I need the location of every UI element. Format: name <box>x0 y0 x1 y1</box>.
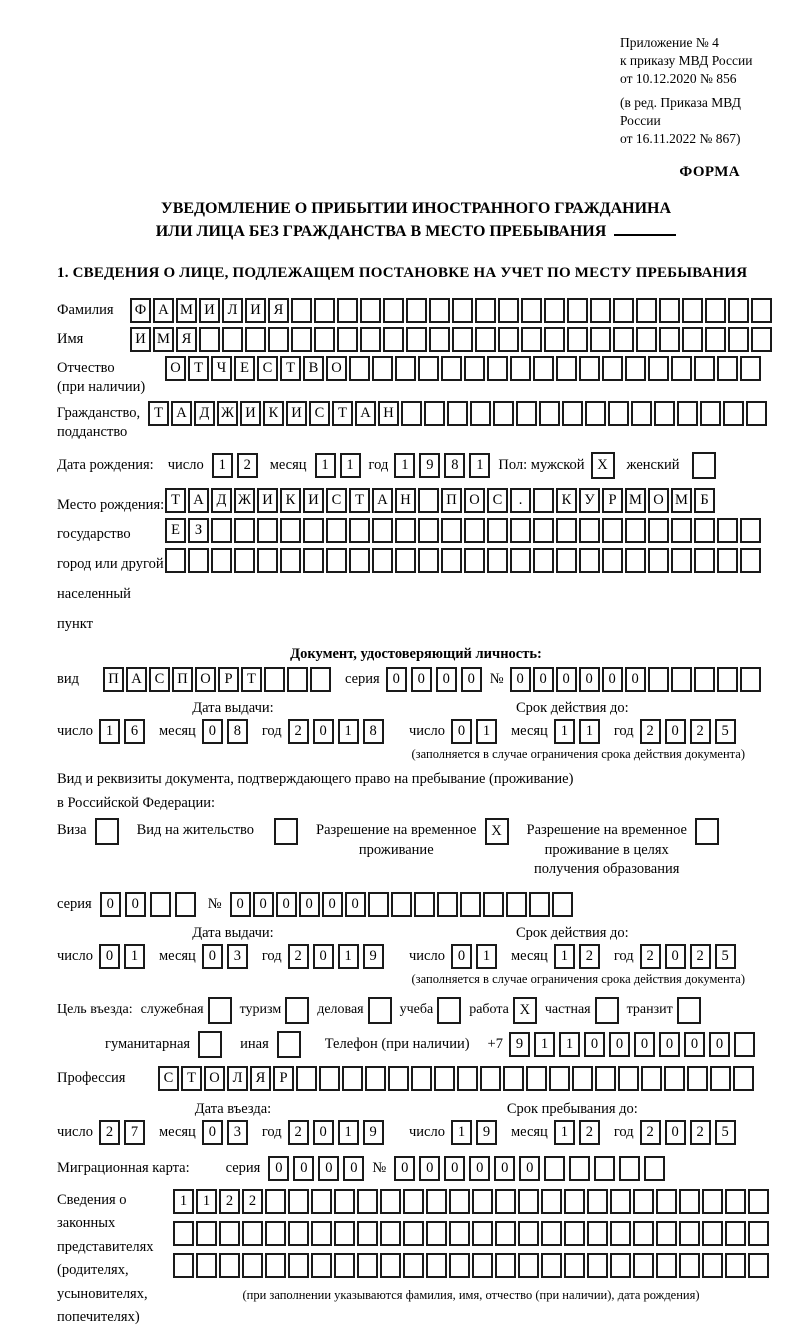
surname-input-cells[interactable]: Ф А М И Л И Я <box>130 298 772 323</box>
purpose-row2 <box>57 1031 775 1058</box>
permit-valid-month-cells[interactable]: 1 2 <box>554 944 600 969</box>
stay-month-cells[interactable]: 1 2 <box>554 1120 600 1145</box>
permit-series-cells[interactable]: 0 0 <box>100 892 196 917</box>
migration-number-cells[interactable]: 0 0 0 0 0 0 <box>394 1156 665 1181</box>
doc-valid-month-cells[interactable]: 1 1 <box>554 719 600 744</box>
birth-year-cells[interactable]: 1 9 8 1 <box>394 453 490 478</box>
permit-number-cells[interactable]: 0 0 0 0 0 0 <box>230 892 573 917</box>
permit-issue-day-cells[interactable]: 0 1 <box>99 944 145 969</box>
profession-label: Профессия <box>57 1069 126 1086</box>
phone-cells[interactable]: 9 1 1 0 0 0 0 0 0 <box>509 1032 755 1057</box>
purpose-transit-checkbox[interactable] <box>677 997 701 1024</box>
sex-male-checkbox[interactable]: X <box>591 452 615 479</box>
citizenship-input-cells[interactable]: Т А Д Ж И К И С Т А Н <box>148 401 767 426</box>
given-name-input-cells[interactable]: И М Я <box>130 327 772 352</box>
valid-date-heading: Срок действия до: <box>515 700 629 717</box>
birth-place-row3-cells[interactable] <box>165 548 761 573</box>
stay-year-cells[interactable]: 2 0 2 5 <box>640 1120 736 1145</box>
permit-valid-heading: Срок действия до: <box>515 924 629 941</box>
temp-permit-checkbox[interactable]: X <box>485 818 509 845</box>
birth-date-row <box>57 452 775 479</box>
purpose-business-checkbox[interactable] <box>368 997 392 1024</box>
form-label: ФОРМА <box>679 163 740 180</box>
doc-series-cells[interactable]: 0 0 0 0 <box>386 667 482 692</box>
phone-label: Телефон (при наличии) <box>324 1035 470 1052</box>
purpose-private-checkbox[interactable] <box>595 997 619 1024</box>
representatives-note: (при заполнении указываются фамилия, имя, отчество (при наличии), дата рождения) <box>242 1287 700 1302</box>
identity-doc-row <box>57 667 775 692</box>
permit-series-row <box>57 892 775 917</box>
title-line-1: УВЕДОМЛЕНИЕ О ПРИБЫТИИ ИНОСТРАННОГО ГРАЖДАНИНА <box>160 199 672 217</box>
birth-day-cells[interactable]: 1 2 <box>212 453 258 478</box>
migration-series-cells[interactable]: 0 0 0 0 <box>268 1156 364 1181</box>
doc-issue-month-cells[interactable]: 0 8 <box>202 719 248 744</box>
sex-female-label: женский <box>626 456 680 473</box>
title-line-2: ИЛИ ЛИЦА БЕЗ ГРАЖДАНСТВА В МЕСТО ПРЕБЫВАНИЯ <box>57 220 775 243</box>
birth-place-row1-cells[interactable]: Т А Д Ж И К И С Т А Н П О С . К У Р М О М Б <box>165 488 761 513</box>
birth-place-label: Место рождения: государство город или другой населенный пункт <box>57 496 165 632</box>
entry-day-cells[interactable]: 2 7 <box>99 1120 145 1145</box>
stay-day-cells[interactable]: 1 9 <box>451 1120 497 1145</box>
residence-permit-checkbox[interactable] <box>274 818 298 845</box>
residence-doc-line1: Вид и реквизиты документа, подтверждающего право на пребывание (проживание) <box>57 771 574 788</box>
birth-date-label: Дата рождения: <box>57 456 154 473</box>
purpose-official-checkbox[interactable] <box>208 997 232 1024</box>
sex-female-checkbox[interactable] <box>692 452 716 479</box>
temp-permit-label: Разрешение на временное проживание <box>316 822 477 858</box>
permit-valid-day-cells[interactable]: 0 1 <box>451 944 497 969</box>
doc-issue-year-cells[interactable]: 2 0 1 8 <box>288 719 384 744</box>
permit-issue-heading: Дата выдачи: <box>192 924 274 941</box>
patronymic-label: Отчество (при наличии) <box>57 356 165 397</box>
birth-place-row2-cells[interactable]: Е З <box>165 518 761 543</box>
purpose-business-label: деловая <box>317 1002 364 1018</box>
appendix-line: от 10.12.2020 № 856 <box>620 70 737 86</box>
migration-card-label: Миграционная карта: <box>57 1159 190 1176</box>
appendix-line: к приказу МВД России <box>620 52 753 68</box>
purpose-transit-label: транзит <box>626 1002 673 1018</box>
representatives-label: Сведения о законных представителях (родителях, усыновителях, попечителях) <box>57 1191 154 1326</box>
entry-year-cells[interactable]: 2 0 1 9 <box>288 1120 384 1145</box>
entry-date-heading: Дата въезда: <box>194 1100 272 1117</box>
representatives-row3-cells[interactable] <box>173 1253 769 1278</box>
patronymic-input-cells[interactable]: О Т Ч Е С Т В О <box>165 356 761 381</box>
purpose-humanitarian-checkbox[interactable] <box>198 1031 222 1058</box>
title-underline <box>614 220 676 236</box>
birth-year-label: год <box>368 456 389 473</box>
edition-line: от 16.11.2022 № 867) <box>620 131 741 147</box>
doc-number-label: № <box>489 671 504 688</box>
given-name-label: Имя <box>57 331 84 348</box>
doc-valid-year-cells[interactable]: 2 0 2 5 <box>640 719 736 744</box>
surname-label: Фамилия <box>57 302 114 319</box>
migration-series-label: серия <box>225 1159 261 1176</box>
permit-series-label: серия <box>57 895 92 912</box>
birth-month-cells[interactable]: 1 1 <box>315 453 361 478</box>
migration-number-label: № <box>372 1159 387 1176</box>
representatives-row2-cells[interactable] <box>173 1221 769 1246</box>
permit-valid-year-cells[interactable]: 2 0 2 5 <box>640 944 736 969</box>
representatives-section <box>57 1189 775 1330</box>
permit-dates: Дата выдачи: число 0 1 месяц 0 3 год 2 0 1 9 Срок действия до: число 0 1 месяц 1 2 год 2 0 2 5 <box>57 925 775 969</box>
birth-month-label: месяц <box>269 456 307 473</box>
residence-doc-line2: в Российской Федерации: <box>57 795 216 812</box>
profession-input-cells[interactable]: С Т О Л Я Р <box>158 1066 754 1091</box>
purpose-study-checkbox[interactable] <box>437 997 461 1024</box>
patronymic-label-note: (при наличии) <box>57 379 146 396</box>
purpose-work-label: работа <box>469 1002 509 1018</box>
purpose-label: Цель въезда: <box>57 1002 133 1018</box>
doc-valid-day-cells[interactable]: 0 1 <box>451 719 497 744</box>
section1-heading: 1. СВЕДЕНИЯ О ЛИЦЕ, ПОДЛЕЖАЩЕМ ПОСТАНОВКЕ НА УЧЕТ ПО МЕСТУ ПРЕБЫВАНИЯ <box>57 265 748 282</box>
entry-dates: Дата въезда: число 2 7 месяц 0 3 год 2 0 1 9 Срок пребывания до: число 1 9 месяц 1 2 год 2 0 2 5 <box>57 1101 775 1145</box>
edu-permit-checkbox[interactable] <box>695 818 719 845</box>
doc-type-label: вид <box>57 671 79 688</box>
purpose-official-label: служебная <box>140 1002 204 1018</box>
stay-until-heading: Срок пребывания до: <box>506 1100 638 1117</box>
entry-month-cells[interactable]: 0 3 <box>202 1120 248 1145</box>
permit-issue-month-cells[interactable]: 0 3 <box>202 944 248 969</box>
issue-date-heading: Дата выдачи: <box>192 700 274 717</box>
purpose-tourism-label: туризм <box>239 1002 282 1018</box>
permit-issue-year-cells[interactable]: 2 0 1 9 <box>288 944 384 969</box>
identity-doc-heading: Документ, удостоверяющий личность: <box>290 646 542 663</box>
edu-permit-label: Разрешение на временное проживание в целях получения образования <box>526 822 687 878</box>
identity-doc-note: (заполняется в случае ограничения срока действия документа) <box>411 747 745 762</box>
purpose-row <box>57 997 775 1024</box>
doc-number-cells[interactable]: 0 0 0 0 0 0 <box>510 667 761 692</box>
appendix-line: Приложение № 4 <box>620 35 719 50</box>
residence-permit-label: Вид на жительство <box>136 822 255 839</box>
representatives-row1-cells[interactable]: 1 1 2 2 <box>173 1189 769 1214</box>
purpose-other-checkbox[interactable] <box>277 1031 301 1058</box>
doc-series-label: серия <box>344 671 380 688</box>
citizenship-label: Гражданство, подданство <box>57 404 141 440</box>
permit-note: (заполняется в случае ограничения срока действия документа) <box>411 971 745 986</box>
page-title <box>57 197 775 243</box>
purpose-humanitarian-label: гуманитарная <box>105 1035 191 1052</box>
purpose-other-label: иная <box>240 1035 269 1052</box>
purpose-work-checkbox[interactable]: X <box>513 997 537 1024</box>
edition-line: (в ред. Приказа МВД России <box>620 95 741 129</box>
permit-number-label: № <box>207 895 222 912</box>
doc-type-cells[interactable]: П А С П О Р Т <box>103 667 331 692</box>
residence-doc-options <box>57 818 775 880</box>
identity-doc-dates: Дата выдачи: число 1 6 месяц 0 8 год 2 0 1 8 Срок действия до: число 0 1 месяц 1 1 год 2 0 2 5 <box>57 700 775 744</box>
birth-day-label: число <box>167 456 204 473</box>
purpose-private-label: частная <box>544 1002 591 1018</box>
migration-card-row <box>57 1156 775 1181</box>
purpose-study-label: учеба <box>399 1002 434 1018</box>
visa-label: Виза <box>57 822 87 839</box>
sex-label: Пол: мужской <box>498 456 585 473</box>
visa-checkbox[interactable] <box>95 818 119 845</box>
purpose-tourism-checkbox[interactable] <box>285 997 309 1024</box>
phone-prefix: +7 <box>487 1035 503 1052</box>
edition-block <box>620 94 775 147</box>
appendix-block <box>620 34 775 87</box>
doc-issue-day-cells[interactable]: 1 6 <box>99 719 145 744</box>
